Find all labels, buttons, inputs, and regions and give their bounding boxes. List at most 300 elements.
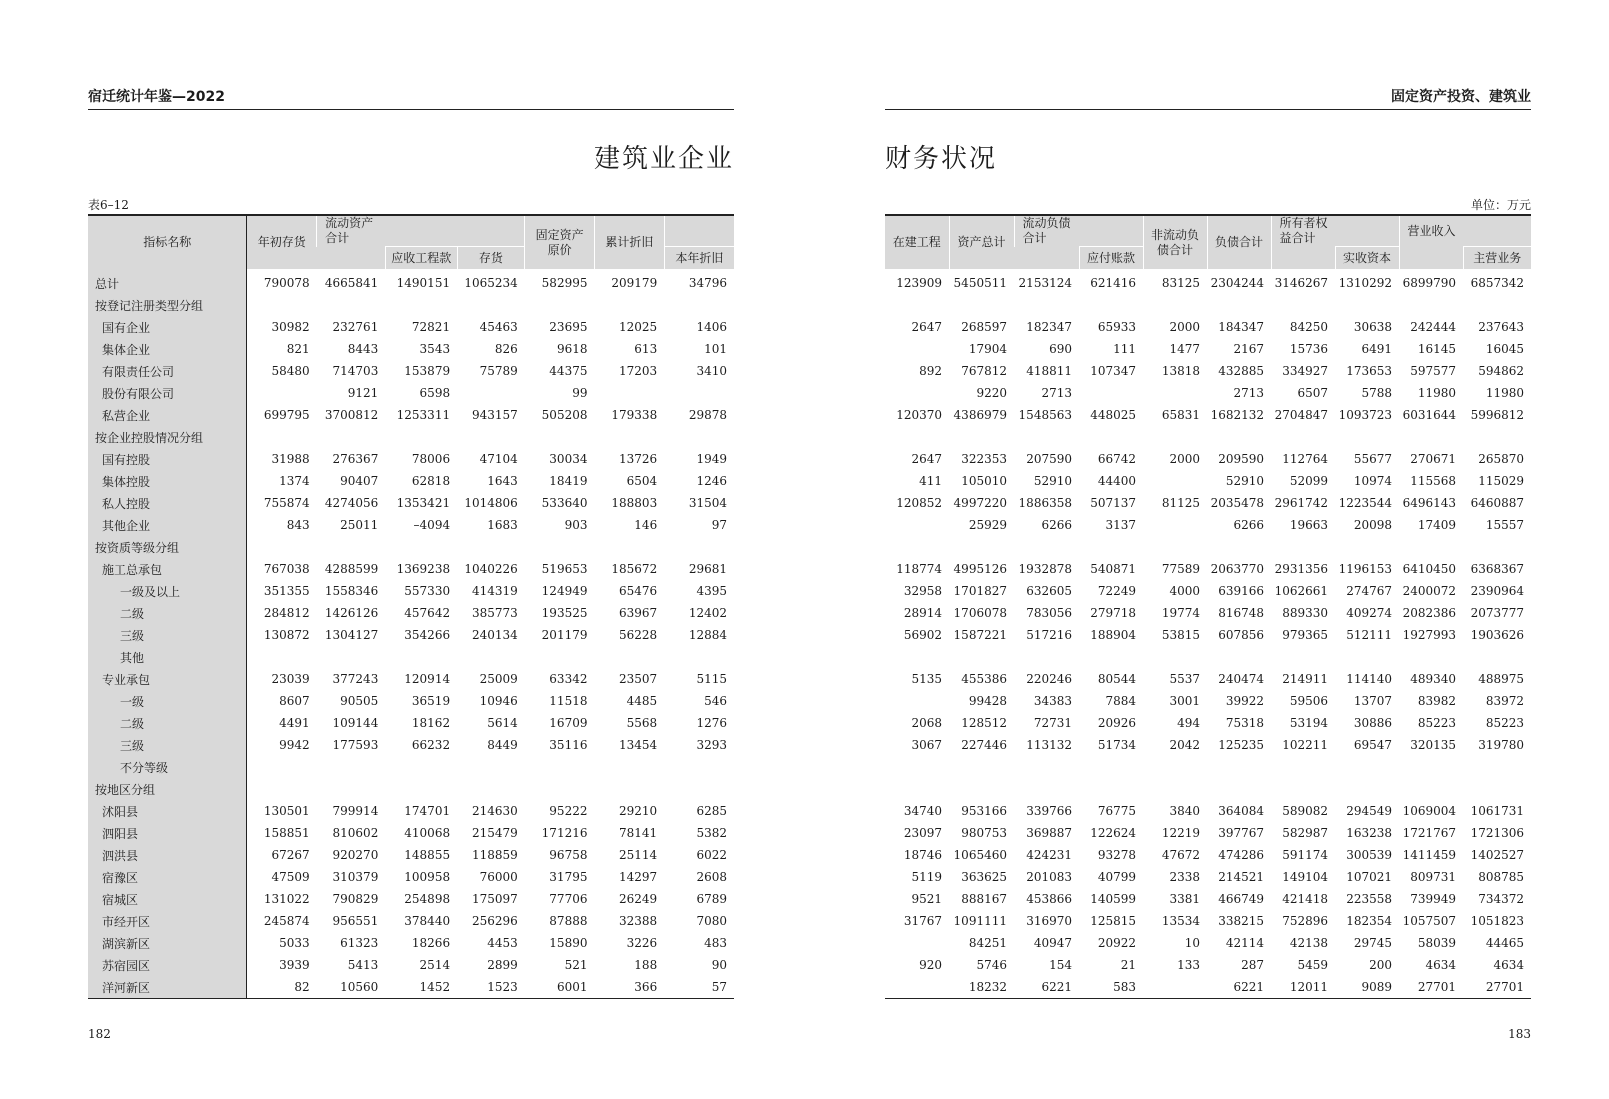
table-cell — [1207, 778, 1271, 800]
table-cell — [247, 756, 317, 778]
table-cell: 2704847 — [1274, 408, 1329, 422]
table-cell: 53194 — [1289, 716, 1329, 730]
table-cell: 9942 — [279, 738, 310, 752]
table-cell — [317, 536, 386, 558]
table-cell: 78006 — [411, 452, 451, 466]
table-cell — [1014, 778, 1079, 800]
table-cell — [664, 382, 734, 404]
table-cell: 32388 — [619, 914, 658, 928]
table-cell: 124949 — [541, 584, 588, 598]
table-row — [885, 778, 1531, 800]
table-cell — [525, 756, 595, 778]
table-cell — [664, 426, 734, 448]
table-cell — [247, 426, 317, 448]
table-cell: 13707 — [1353, 694, 1393, 708]
table-cell: 174701 — [404, 804, 451, 818]
table-row — [885, 756, 1531, 778]
table-cell: 979365 — [1282, 628, 1329, 642]
table-cell: 27701 — [1417, 980, 1457, 994]
table-cell: 72249 — [1097, 584, 1137, 598]
table-cell — [385, 646, 457, 668]
table-cell: 95222 — [549, 804, 588, 818]
table-cell — [247, 778, 317, 800]
row-label: 按资质等级分组 — [88, 536, 247, 558]
table-cell: 15557 — [1485, 518, 1525, 532]
table-cell: 42138 — [1289, 936, 1329, 950]
table-cell: 1196153 — [1338, 562, 1393, 576]
table-cell: 943157 — [471, 408, 518, 422]
table-cell: 80544 — [1097, 672, 1137, 686]
table-cell: 2647 — [911, 452, 942, 466]
table-cell — [317, 646, 386, 668]
table-cell: 59506 — [1289, 694, 1329, 708]
table-cell: 58480 — [271, 364, 310, 378]
table-cell: 457642 — [404, 606, 451, 620]
table-cell — [1207, 426, 1271, 448]
table-row — [88, 778, 734, 800]
table-cell: 418811 — [1026, 364, 1072, 378]
table-cell: 2153124 — [1018, 276, 1072, 290]
table-cell: 227446 — [961, 738, 1007, 752]
table-cell: 366 — [634, 980, 658, 994]
table-cell: 32958 — [903, 584, 942, 598]
table-cell: 182354 — [1346, 914, 1393, 928]
row-label: 国有控股 — [88, 448, 247, 470]
table-cell: 714703 — [332, 364, 379, 378]
table-cell: 3381 — [1169, 892, 1201, 906]
table-cell: 3410 — [696, 364, 727, 378]
table-cell: 99428 — [968, 694, 1007, 708]
table-cell: 76000 — [479, 870, 518, 884]
table-cell: 34383 — [1033, 694, 1072, 708]
table-cell: 55677 — [1353, 452, 1393, 466]
table-cell: 52910 — [1225, 474, 1265, 488]
table-cell: 188803 — [611, 496, 658, 510]
row-label: 三级 — [88, 624, 247, 646]
table-row — [885, 404, 1531, 426]
table-cell — [317, 426, 386, 448]
table-cell: 448025 — [1090, 408, 1137, 422]
table-cell: 1091111 — [953, 914, 1007, 928]
table-cell: 1057507 — [1402, 914, 1457, 928]
table-cell: 3543 — [419, 342, 451, 356]
table-cell: 1411459 — [1402, 848, 1457, 862]
table-cell: 6022 — [696, 848, 727, 862]
table-cell: 158851 — [263, 826, 310, 840]
table-cell: 10974 — [1353, 474, 1393, 488]
table-cell: 220246 — [1026, 672, 1072, 686]
table-cell: 5450511 — [953, 276, 1007, 290]
table-cell: 1682132 — [1210, 408, 1265, 422]
table-row — [88, 910, 734, 932]
table-cell: 53815 — [1161, 628, 1201, 642]
table-cell: 31767 — [903, 914, 942, 928]
table-cell: 16045 — [1485, 342, 1525, 356]
table-cell — [457, 646, 525, 668]
header-current-assets: 流动资产 合计 — [317, 215, 525, 247]
table-row — [88, 844, 734, 866]
row-label: 苏宿园区 — [88, 954, 247, 976]
header-construction-in-progress: 在建工程 — [885, 215, 949, 269]
header-receivables: 应收工程款 — [385, 247, 457, 270]
table-cell: 378440 — [404, 914, 451, 928]
table-cell: 767038 — [263, 562, 310, 576]
table-cell: 1065234 — [464, 276, 518, 290]
table-cell: 632605 — [1026, 584, 1072, 598]
table-cell: 90 — [711, 958, 727, 972]
table-cell: 583 — [1113, 980, 1137, 994]
table-cell: 26249 — [619, 892, 658, 906]
table-cell: 517216 — [1026, 628, 1072, 642]
table-cell: 540871 — [1090, 562, 1137, 576]
table-cell — [594, 756, 664, 778]
row-label: 其他企业 — [88, 514, 247, 536]
table-cell — [885, 294, 949, 316]
table-cell — [1079, 756, 1143, 778]
row-label: 私人控股 — [88, 492, 247, 514]
row-label: 集体控股 — [88, 470, 247, 492]
table-cell — [247, 646, 317, 668]
table-cell: 1932878 — [1018, 562, 1072, 576]
table-cell: 783056 — [1026, 606, 1072, 620]
table-cell: 173653 — [1346, 364, 1393, 378]
table-cell: 75789 — [479, 364, 518, 378]
table-cell — [1014, 646, 1079, 668]
table-cell: 621416 — [1090, 276, 1137, 290]
table-cell — [247, 536, 317, 558]
table-cell: 1061731 — [1470, 804, 1525, 818]
row-label: 二级 — [88, 712, 247, 734]
table-cell: 3001 — [1169, 694, 1201, 708]
table-cell — [525, 426, 595, 448]
table-row — [885, 470, 1531, 492]
table-cell: 30982 — [271, 320, 310, 334]
table-row — [885, 492, 1531, 514]
table-cell: 410068 — [404, 826, 451, 840]
table-cell: 1927993 — [1402, 628, 1457, 642]
table-cell: 826 — [494, 342, 518, 356]
table-cell: 200 — [1369, 958, 1393, 972]
table-cell: 81125 — [1161, 496, 1201, 510]
table-cell: 83125 — [1161, 276, 1201, 290]
table-cell: 1426126 — [324, 606, 379, 620]
unit-label: 单位：万元 — [1470, 198, 1531, 212]
table-cell: 82 — [294, 980, 310, 994]
table-cell: 1548563 — [1018, 408, 1072, 422]
header-owners-equity: 所有者权 益合计 — [1271, 215, 1399, 247]
row-label: 按登记注册类型分组 — [88, 294, 247, 316]
table-cell: 589082 — [1282, 804, 1329, 818]
table-cell: 214911 — [1282, 672, 1329, 686]
table-cell: 11518 — [549, 694, 588, 708]
row-label: 施工总承包 — [88, 558, 247, 580]
table-cell — [1271, 294, 1335, 316]
table-cell: 1490151 — [396, 276, 451, 290]
table-cell: 29745 — [1353, 936, 1393, 950]
table-cell: 214521 — [1218, 870, 1265, 884]
table-cell: 1310292 — [1338, 276, 1393, 290]
table-cell: 521 — [564, 958, 588, 972]
table-cell — [1014, 536, 1079, 558]
table-cell — [1079, 778, 1143, 800]
table-cell: 5382 — [696, 826, 727, 840]
table-row — [885, 294, 1531, 316]
table-cell — [885, 646, 949, 668]
table-cell: 3939 — [279, 958, 310, 972]
table-cell: 240474 — [1218, 672, 1265, 686]
table-row — [885, 954, 1531, 976]
table-cell: 6221 — [1041, 980, 1072, 994]
table-cell: 2400072 — [1402, 584, 1457, 598]
table-cell — [317, 294, 386, 316]
table-cell: 256296 — [471, 914, 518, 928]
table-cell — [1143, 514, 1207, 536]
table-cell: 607856 — [1218, 628, 1265, 642]
table-cell: 268597 — [961, 320, 1007, 334]
table-cell: 6789 — [696, 892, 727, 906]
header-revenue: 营业收入 — [1399, 215, 1531, 247]
table-cell — [385, 426, 457, 448]
table-cell: 125235 — [1218, 738, 1265, 752]
table-cell — [1143, 778, 1207, 800]
table-cell: 72821 — [411, 320, 451, 334]
table-cell: 519653 — [541, 562, 588, 576]
table-cell: 20926 — [1097, 716, 1137, 730]
header-accounts-payable: 应付账款 — [1079, 247, 1143, 270]
table-cell: 65933 — [1097, 320, 1137, 334]
table-row — [88, 338, 734, 360]
row-label: 三级 — [88, 734, 247, 756]
table-cell: 12884 — [688, 628, 727, 642]
table-row — [88, 404, 734, 426]
table-row — [885, 910, 1531, 932]
table-cell: 122624 — [1090, 826, 1137, 840]
table-cell: 892 — [919, 364, 942, 378]
table-row — [88, 269, 734, 294]
table-cell: 6031644 — [1402, 408, 1457, 422]
table-cell: 5746 — [976, 958, 1007, 972]
table-cell: 1353421 — [396, 496, 451, 510]
table-cell: 369887 — [1026, 826, 1072, 840]
header-main-business: 主营业务 — [1463, 247, 1531, 270]
row-label: 宿豫区 — [88, 866, 247, 888]
table-cell — [949, 756, 1014, 778]
row-label: 泗阳县 — [88, 822, 247, 844]
table-cell: 270671 — [1410, 452, 1457, 466]
table-cell: 125815 — [1090, 914, 1137, 928]
row-label: 有限责任公司 — [88, 360, 247, 382]
table-cell — [1207, 646, 1271, 668]
table-cell: 56228 — [619, 628, 658, 642]
table-cell — [317, 778, 386, 800]
table-cell: 9618 — [556, 342, 588, 356]
table-cell: 6504 — [626, 474, 658, 488]
table-cell: 4000 — [1169, 584, 1201, 598]
table-cell: 58039 — [1417, 936, 1457, 950]
table-cell: 3700812 — [324, 408, 379, 422]
table-cell: 3840 — [1169, 804, 1201, 818]
table-cell: 2931356 — [1274, 562, 1329, 576]
table-cell: 149104 — [1282, 870, 1329, 884]
table-cell: 23695 — [549, 320, 588, 334]
table-cell — [525, 646, 595, 668]
table-cell: 4995126 — [953, 562, 1007, 576]
table-row — [88, 888, 734, 910]
table-cell: 1886358 — [1018, 496, 1072, 510]
table-row — [88, 712, 734, 734]
table-cell: 316970 — [1026, 914, 1072, 928]
row-label: 股份有限公司 — [88, 382, 247, 404]
table-cell: 18419 — [549, 474, 588, 488]
table-row — [88, 668, 734, 690]
table-cell: 300539 — [1346, 848, 1393, 862]
table-row — [885, 426, 1531, 448]
table-cell: 69547 — [1353, 738, 1393, 752]
running-head-left: 宿迁统计年鉴—2022 — [88, 86, 734, 110]
table-cell — [1143, 976, 1207, 999]
table-row — [88, 492, 734, 514]
table-cell: 5135 — [911, 672, 942, 686]
table-cell: 67267 — [271, 848, 310, 862]
table-cell: 112764 — [1282, 452, 1329, 466]
table-cell: 279718 — [1090, 606, 1137, 620]
table-cell: 12402 — [688, 606, 727, 620]
table-cell: 424231 — [1026, 848, 1072, 862]
table-cell: 131022 — [263, 892, 310, 906]
table-cell: 120914 — [404, 672, 451, 686]
table-cell: 29210 — [619, 804, 658, 818]
table-cell — [949, 426, 1014, 448]
table-cell: 6266 — [1041, 518, 1072, 532]
table-row — [885, 536, 1531, 558]
table-cell: 6899790 — [1402, 276, 1457, 290]
table-cell: 29681 — [688, 562, 727, 576]
table-cell: 51734 — [1097, 738, 1137, 752]
table-cell: 31988 — [271, 452, 310, 466]
table-cell — [1335, 756, 1399, 778]
page-number-right: 183 — [1508, 1027, 1531, 1041]
table-cell: 23097 — [903, 826, 942, 840]
table-cell — [1335, 778, 1399, 800]
table-cell: 2338 — [1169, 870, 1201, 884]
table-row — [88, 602, 734, 624]
table-cell — [885, 976, 949, 999]
table-cell: 15890 — [549, 936, 588, 950]
table-cell — [457, 536, 525, 558]
table-cell — [594, 382, 664, 404]
table-cell: 980753 — [961, 826, 1007, 840]
table-cell: 209179 — [611, 276, 658, 290]
table-cell: 1701827 — [953, 584, 1007, 598]
table-cell: 13534 — [1161, 914, 1201, 928]
table-cell: 276367 — [332, 452, 379, 466]
table-cell: 920 — [919, 958, 942, 972]
table-cell: 2713 — [1041, 386, 1072, 400]
table-cell: 25929 — [968, 518, 1007, 532]
table-cell: 9521 — [911, 892, 942, 906]
row-label: 沭阳县 — [88, 800, 247, 822]
table-cell: 294549 — [1346, 804, 1393, 818]
header-fixed-assets: 固定资产 原价 — [525, 215, 595, 269]
header-spacer — [317, 247, 386, 270]
row-label: 总计 — [88, 269, 247, 294]
table-cell: 2647 — [911, 320, 942, 334]
table-cell: 466749 — [1218, 892, 1265, 906]
table-cell — [885, 690, 949, 712]
table-cell: 100958 — [404, 870, 451, 884]
table-cell: 591174 — [1282, 848, 1329, 862]
table-cell: 505208 — [541, 408, 588, 422]
table-cell: 188 — [634, 958, 658, 972]
table-cell: 61323 — [340, 936, 379, 950]
table-cell: 767812 — [961, 364, 1007, 378]
table-cell: 120370 — [896, 408, 942, 422]
table-cell — [385, 294, 457, 316]
table-cell — [594, 646, 664, 668]
table-cell: 11980 — [1485, 386, 1525, 400]
table-cell: 7080 — [696, 914, 727, 928]
table-body-right — [885, 269, 1531, 999]
table-cell: 1040226 — [464, 562, 518, 576]
table-cell: 363625 — [961, 870, 1007, 884]
table-cell: 11980 — [1417, 386, 1457, 400]
table-cell: 319780 — [1478, 738, 1525, 752]
table-cell: 455386 — [961, 672, 1007, 686]
table-cell: 512111 — [1346, 628, 1393, 642]
row-label: 洋河新区 — [88, 976, 247, 999]
table-cell: 14297 — [619, 870, 658, 884]
table-cell: 107021 — [1346, 870, 1393, 884]
table-cell: 1406 — [696, 320, 727, 334]
header-current-liabilities: 流动负债 合计 — [1014, 215, 1143, 247]
table-cell: 6491 — [1361, 342, 1393, 356]
table-cell: 18162 — [411, 716, 451, 730]
table-cell: 242444 — [1410, 320, 1457, 334]
header-total-assets: 资产总计 — [949, 215, 1014, 269]
table-cell — [1143, 646, 1207, 668]
table-cell — [1079, 294, 1143, 316]
table-row — [88, 734, 734, 756]
table-cell: 47672 — [1161, 848, 1201, 862]
row-label: 私营企业 — [88, 404, 247, 426]
table-cell: 4288599 — [324, 562, 379, 576]
table-cell: 1903626 — [1470, 628, 1525, 642]
table-cell — [1463, 536, 1531, 558]
table-cell: 699795 — [263, 408, 310, 422]
table-cell: 148855 — [404, 848, 451, 862]
table-cell: 920270 — [332, 848, 379, 862]
table-cell: 13454 — [619, 738, 658, 752]
table-cell: 1402527 — [1470, 848, 1525, 862]
table-cell: 39922 — [1225, 694, 1265, 708]
row-label: 市经开区 — [88, 910, 247, 932]
table-cell: 207590 — [1026, 452, 1072, 466]
table-cell: 338215 — [1218, 914, 1265, 928]
table-cell — [1079, 426, 1143, 448]
table-cell: 188904 — [1090, 628, 1137, 642]
table-cell: 179338 — [611, 408, 658, 422]
table-cell: 5996812 — [1470, 408, 1525, 422]
table-cell: 889330 — [1282, 606, 1329, 620]
header-spacer — [1271, 247, 1335, 270]
table-cell: 507137 — [1090, 496, 1137, 510]
table-cell: 6285 — [696, 804, 727, 818]
table-row — [885, 932, 1531, 954]
table-cell — [1079, 646, 1143, 668]
table-cell: 10946 — [479, 694, 518, 708]
table-cell: 175097 — [471, 892, 518, 906]
table-cell: 154 — [1049, 958, 1072, 972]
